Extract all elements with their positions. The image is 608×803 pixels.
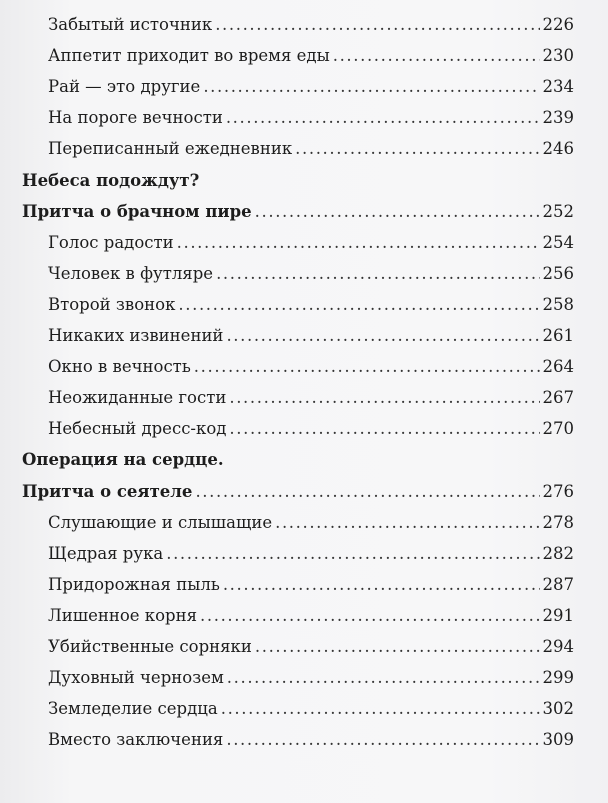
dot-leader [178, 291, 539, 319]
toc-entry-title: Убийственные сорняки [48, 637, 252, 656]
dot-leader [275, 509, 539, 537]
toc-chapter-entry [0, 73, 608, 101]
toc-page-number: 276 [542, 481, 574, 501]
toc-entry-title: Человек в футляре [48, 263, 214, 283]
dot-leader [295, 135, 539, 163]
toc-entry-title: Слушающие и слышащие [48, 512, 273, 532]
toc-part-heading [0, 167, 608, 195]
toc-chapter-entry [0, 695, 608, 723]
dot-leader [203, 73, 539, 101]
toc-entry-title: Притча о брачном пире [22, 201, 252, 221]
dot-leader [226, 726, 539, 754]
dot-leader [226, 104, 540, 132]
toc-entry-title: Неожиданные гости [48, 388, 227, 408]
toc-chapter-entry [0, 509, 608, 537]
toc-entry-title: Вместо заключения [48, 730, 224, 750]
toc-page-number: 254 [542, 232, 574, 252]
toc-entry-title: Небеса подождут? [22, 170, 200, 190]
toc-entry-title: Придорожная пыль [48, 574, 220, 594]
toc-page-number: 270 [542, 419, 574, 439]
toc-page-number: 261 [542, 326, 574, 345]
toc-page-number: 246 [542, 139, 574, 159]
toc-entry-title: Притча о сеятеле [22, 481, 193, 501]
dot-leader [229, 384, 539, 412]
toc-page-number: 287 [542, 574, 574, 594]
toc-entry-title: Аппетит приходит во время еды [48, 46, 330, 66]
toc-chapter-entry [0, 135, 608, 163]
toc-chapter-entry [0, 726, 608, 754]
dot-leader [255, 633, 540, 661]
toc-page-number: 256 [542, 263, 574, 283]
toc-chapter-entry [0, 104, 608, 132]
dot-leader [227, 664, 540, 692]
toc-chapter-entry [0, 384, 608, 412]
toc-chapter-entry [0, 571, 608, 599]
toc-page-number: 299 [542, 668, 574, 688]
toc-entry-title: На пороге вечности [48, 108, 223, 128]
toc-entry-title: Переписанный ежедневник [48, 139, 293, 159]
toc-chapter-entry [0, 540, 608, 568]
dot-leader [195, 478, 539, 506]
toc-chapter-entry [0, 353, 608, 381]
dot-leader [194, 353, 540, 381]
toc-chapter-entry [0, 602, 608, 630]
toc-part-heading [0, 446, 608, 474]
toc-chapter-entry [0, 229, 608, 257]
dot-leader [200, 602, 539, 630]
toc-page-number: 294 [542, 637, 574, 656]
toc-page-number: 267 [542, 388, 574, 408]
toc-page-number: 282 [542, 543, 574, 563]
toc-chapter-entry [0, 11, 608, 39]
toc-chapter-entry [0, 291, 608, 319]
toc-section-entry [0, 198, 608, 226]
dot-leader [229, 415, 539, 443]
toc-entry-title: Второй звонок [48, 294, 176, 314]
toc-page-number: 309 [542, 730, 574, 750]
toc-page-number: 226 [542, 15, 574, 34]
toc-entry-title: Голос радости [48, 232, 174, 252]
toc-entry-title: Забытый источник [48, 15, 213, 34]
toc-page-number: 230 [542, 46, 574, 66]
toc-page-number: 258 [542, 294, 574, 314]
toc-page-number: 264 [542, 357, 574, 377]
toc-entry-title: Окно в вечность [48, 357, 191, 377]
toc-section-entry [0, 478, 608, 506]
toc-page-number: 302 [542, 699, 574, 719]
toc-chapter-entry [0, 664, 608, 692]
toc-chapter-entry [0, 633, 608, 661]
dot-leader [221, 695, 540, 723]
dot-leader [223, 571, 540, 599]
toc-entry-title: Лишенное корня [48, 605, 198, 625]
dot-leader [333, 42, 540, 70]
toc-entry-title: Небесный дресс-код [48, 419, 227, 439]
dot-leader [255, 198, 540, 226]
toc-chapter-entry [0, 322, 608, 350]
toc-entry-title: Земледелие сердца [48, 699, 218, 719]
toc-chapter-entry [0, 42, 608, 70]
toc-chapter-entry [0, 415, 608, 443]
toc-entry-title: Щедрая рука [48, 543, 164, 563]
dot-leader [177, 229, 540, 257]
toc-page-number: 252 [542, 201, 574, 221]
toc-page-number: 239 [542, 108, 574, 128]
toc-page-number: 291 [542, 605, 574, 625]
toc-entry-title: Операция на сердце. [22, 450, 224, 470]
dot-leader [215, 11, 539, 39]
toc-page-number: 278 [542, 512, 574, 532]
dot-leader [226, 322, 539, 350]
toc-entry-title: Никаких извинений [48, 326, 224, 345]
toc-chapter-entry [0, 260, 608, 288]
toc-entry-title: Духовный чернозем [48, 668, 224, 688]
dot-leader [166, 540, 539, 568]
dot-leader [216, 260, 539, 288]
toc-page-number: 234 [542, 77, 574, 97]
toc-entry-title: Рай — это другие [48, 77, 201, 97]
